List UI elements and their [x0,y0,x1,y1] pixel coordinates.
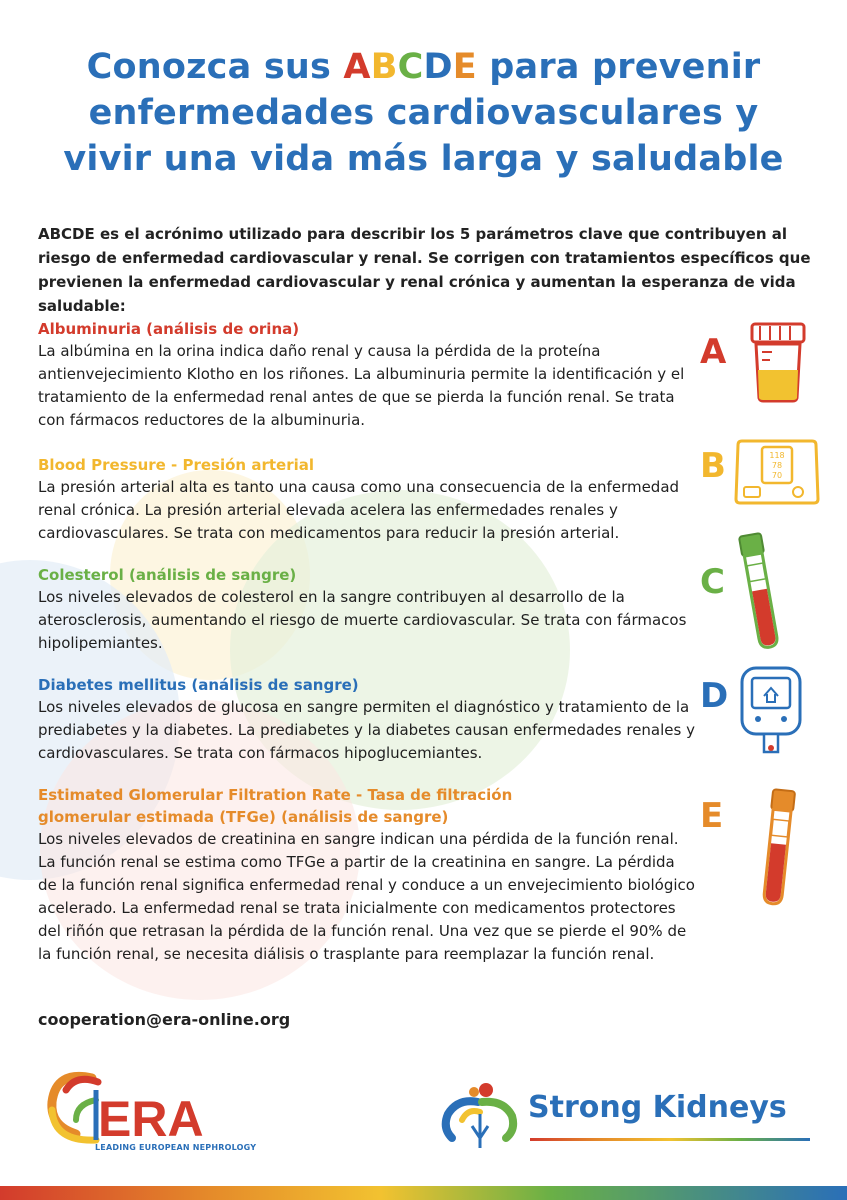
title-letter-b: B [370,47,398,87]
strong-kidneys-logo-text: Strong Kidneys [528,1090,787,1125]
title-letter-d: D [423,47,453,87]
bp-reading-pulse: 70 [771,471,783,480]
section-d-title: Diabetes mellitus (análisis de sangre) [38,676,359,694]
section-c [38,564,698,655]
strong-kidneys-underline [530,1138,810,1141]
letter-b-marker: B [700,446,726,486]
era-logo-text: ERA [98,1091,204,1147]
green-blood-tube-icon [738,530,782,656]
blood-pressure-monitor-icon [732,437,822,509]
section-c-body: Los niveles elevados de colesterol en la sangre contribuyen al desarrollo de la aterosclerosis, aumentando el riesgo de muerte cardiovascular. Se trata con fármacos hipolipemiantes. [38,588,687,652]
section-a-title: Albuminuria (análisis de orina) [38,320,300,338]
bp-reading-systolic: 118 [769,451,785,460]
title-letter-c: C [397,47,424,87]
bp-reading-diastolic: 78 [771,461,783,470]
letter-a-marker: A [700,332,727,372]
era-tagline: LEADING EUROPEAN NEPHROLOGY [95,1143,257,1152]
page-title [30,44,817,182]
strong-kidneys-emblem [438,1080,522,1152]
title-letter-e: E [452,47,477,87]
title-prefix: Conozca sus [86,47,344,87]
section-e-title: Estimated Glomerular Filtration Rate - Tasa de filtración glomerular estimada (TFGe) (análisis de sangre) [38,786,513,826]
section-b-title: Blood Pressure - Presión arterial [38,456,314,474]
title-line-2: enfermedades cardiovasculares y [88,93,759,133]
section-a-body: La albúmina en la orina indica daño renal y causa la pérdida de la proteína antienvejecimiento Klotho en los riñones. La albuminuria permite la identificación y el tratamiento de la enfermedad renal antes de que se pierda la función renal. Se trata con fármacos reductores de la albuminuria. [38,342,685,429]
glucometer-icon [738,664,804,756]
section-e [38,784,698,966]
title-letter-a: A [343,47,371,87]
title-line-3: vivir una vida más larga y saludable [63,139,784,179]
bottom-color-bar [0,1186,847,1200]
section-b-body: La presión arterial alta es tanto una causa como una consecuencia de la enfermedad renal crónica. La presión arterial elevada acelera las enfermedades renales y cardiovasculares. Se trata con medicamentos para reducir la presión arterial. [38,478,680,542]
title-suffix: para prevenir [476,47,761,87]
contact-email[interactable]: cooperation@era-online.org [38,1010,291,1029]
section-b [38,454,698,545]
letter-d-marker: D [700,676,729,716]
section-d-body: Los niveles elevados de glucosa en sangre permiten el diagnóstico y tratamiento de la prediabetes y la diabetes. La prediabetes y la diabetes causan enfermedades renales y cardiovasculares. Se trata con fármacos hipoglucemiantes. [38,698,695,762]
urine-cup-icon [748,320,808,404]
section-e-body: Los niveles elevados de creatinina en sangre indican una pérdida de la función renal. La función renal se estima como TFGe a partir de la creatinina en sangre. La pérdida de la función renal significa enfermedad renal y conduce a un envejecimiento biológico acelerado. La enfermedad renal se trata inicialmente con medicamentos protectores del riñón que retrasan la pérdida de la función renal. Una vez que se pierde el 90% de la función renal, se necesita diálisis o trasplante para reemplazar la función renal. [38,830,695,963]
section-a [38,318,698,432]
orange-blood-tube-icon [756,786,800,912]
section-c-title: Colesterol (análisis de sangre) [38,566,297,584]
intro-paragraph: ABCDE es el acrónimo utilizado para describir los 5 parámetros clave que contribuyen al riesgo de enfermedad cardiovascular y renal. Se corrigen con tratamientos específicos que previenen la enfermedad cardiovascular y renal crónica y aumentan la esperanza de vida saludable: [38,225,811,315]
letter-c-marker: C [700,562,725,602]
letter-e-marker: E [700,796,724,836]
section-d [38,674,698,765]
